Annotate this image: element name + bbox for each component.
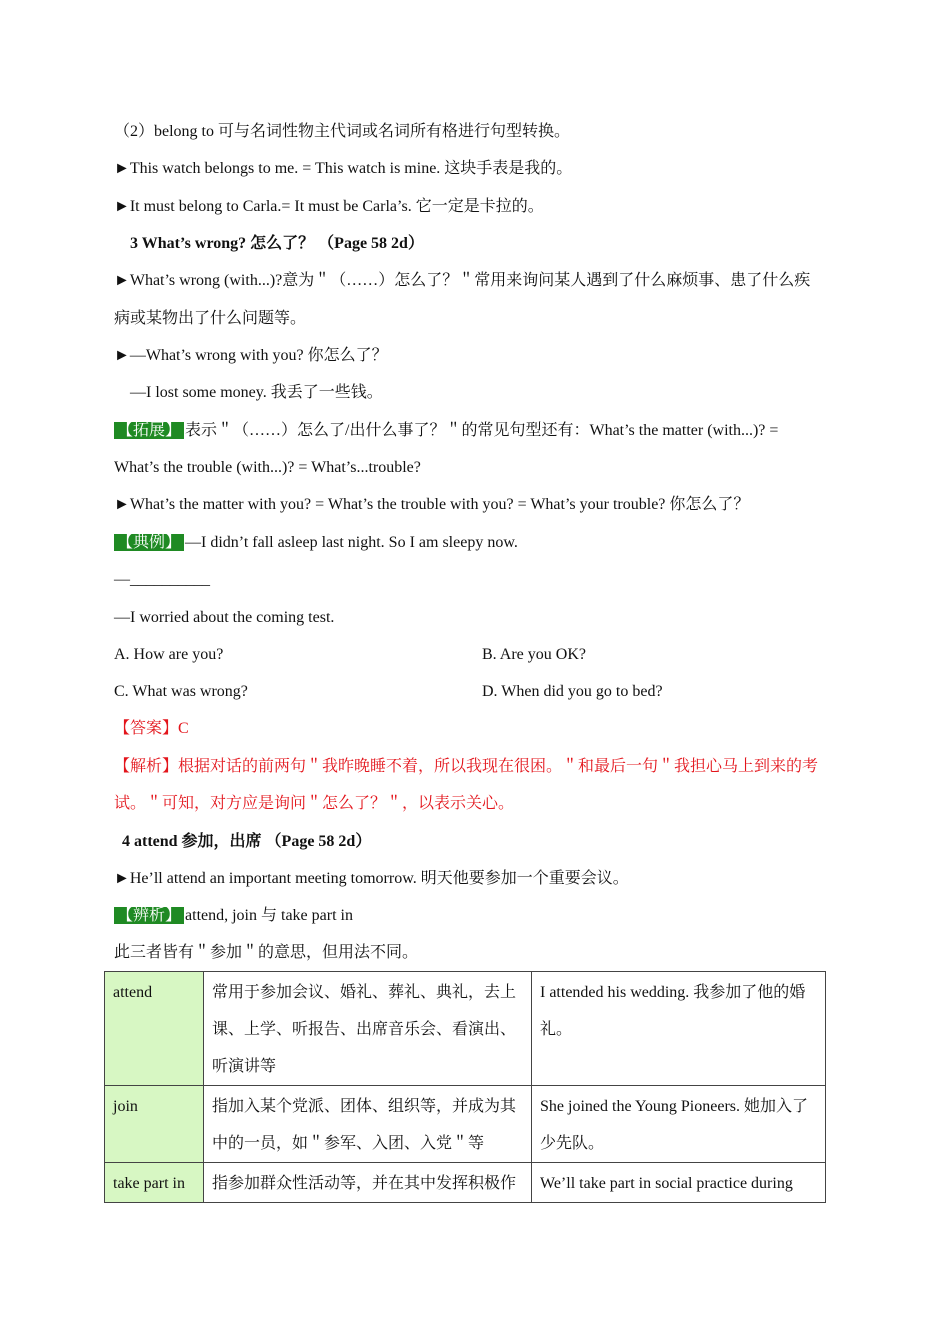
analysis-line: 【解析】根据对话的前两句＂我昨晚睡不着，所以我现在很困。＂和最后一句＂我担心马上到来的考 — [114, 758, 819, 775]
text-line: 病或某物出了什么问题等。 — [114, 310, 307, 327]
analysis-line: 试。＂可知，对方应是询问＂怎么了？＂，以表示关心。 — [114, 795, 515, 812]
table-row — [105, 972, 826, 1086]
expand-text: 表示＂（……）怎么了/出什么事了？＂的常见句型还有：What’s the matter (with...)? = — [185, 422, 779, 439]
comparison-table — [104, 971, 826, 1203]
text-line: —I worried about the coming test. — [114, 609, 335, 626]
expand-tag: 【拓展】 — [114, 422, 184, 439]
section-heading: 3 What’s wrong? 怎么了？ （Page 58 2d） — [130, 235, 424, 252]
table-row — [105, 1086, 826, 1163]
table-cell-usage: 指加入某个党派、团体、组织等，并成为其中的一员，如＂参军、入团、入党＂等 — [204, 1086, 532, 1163]
expand-line — [114, 420, 778, 442]
option-a: A. How are you? — [114, 646, 224, 663]
table-cell-example: She joined the Young Pioneers. 她加入了少先队。 — [532, 1086, 826, 1163]
blank-line: —__________ — [114, 571, 210, 588]
example-line: ►What’s the matter with you? = What’s the trouble with you? = What’s your trouble? 你怎么了？ — [114, 496, 750, 513]
discern-text: attend, join 与 take part in — [185, 907, 353, 924]
example-line: —I lost some money. 我丢了一些钱。 — [130, 384, 383, 401]
example-line: ►This watch belongs to me. = This watch is mine. 这块手表是我的。 — [114, 160, 573, 177]
text-line: （2）belong to 可与名词性物主代词或名词所有格进行句型转换。 — [114, 123, 570, 140]
option-c: C. What was wrong? — [114, 683, 248, 700]
example-tag: 【典例】 — [114, 534, 184, 551]
option-d: D. When did you go to bed? — [482, 683, 663, 700]
example-text: —I didn’t fall asleep last night. So I am sleepy now. — [185, 534, 518, 551]
example-question-line — [114, 532, 518, 554]
table-cell-word: join — [105, 1086, 204, 1163]
option-b: B. Are you OK? — [482, 646, 586, 663]
table-cell-usage: 常用于参加会议、婚礼、葬礼、典礼，去上课、上学、听报告、出席音乐会、看演出、听演讲等 — [204, 972, 532, 1086]
table-cell-word: attend — [105, 972, 204, 1086]
discern-tag: 【辨析】 — [114, 907, 184, 924]
example-line: ►—What’s wrong with you? 你怎么了？ — [114, 347, 388, 364]
example-line: ►It must belong to Carla.= It must be Carla’s. 它一定是卡拉的。 — [114, 198, 544, 215]
answer-line: 【答案】C — [114, 720, 189, 737]
discern-line — [114, 905, 353, 927]
table-cell-word: take part in — [105, 1163, 204, 1203]
table-cell-example: We’ll take part in social practice during — [532, 1163, 826, 1203]
table-cell-example: I attended his wedding. 我参加了他的婚礼。 — [532, 972, 826, 1086]
table-cell-usage: 指参加群众性活动等，并在其中发挥积极作 — [204, 1163, 532, 1203]
text-line: ►What’s wrong (with...)?意为＂（……）怎么了？＂常用来询问某人遇到了什么麻烦事、患了什么疾 — [114, 272, 811, 289]
text-line: 此三者皆有＂参加＂的意思，但用法不同。 — [114, 944, 419, 961]
table-row — [105, 1163, 826, 1203]
example-line: ►He’ll attend an important meeting tomorrow. 明天他要参加一个重要会议。 — [114, 870, 629, 887]
section-heading: 4 attend 参加，出席 （Page 58 2d） — [122, 833, 372, 850]
text-line: What’s the trouble (with...)? = What’s...trouble? — [114, 459, 421, 476]
